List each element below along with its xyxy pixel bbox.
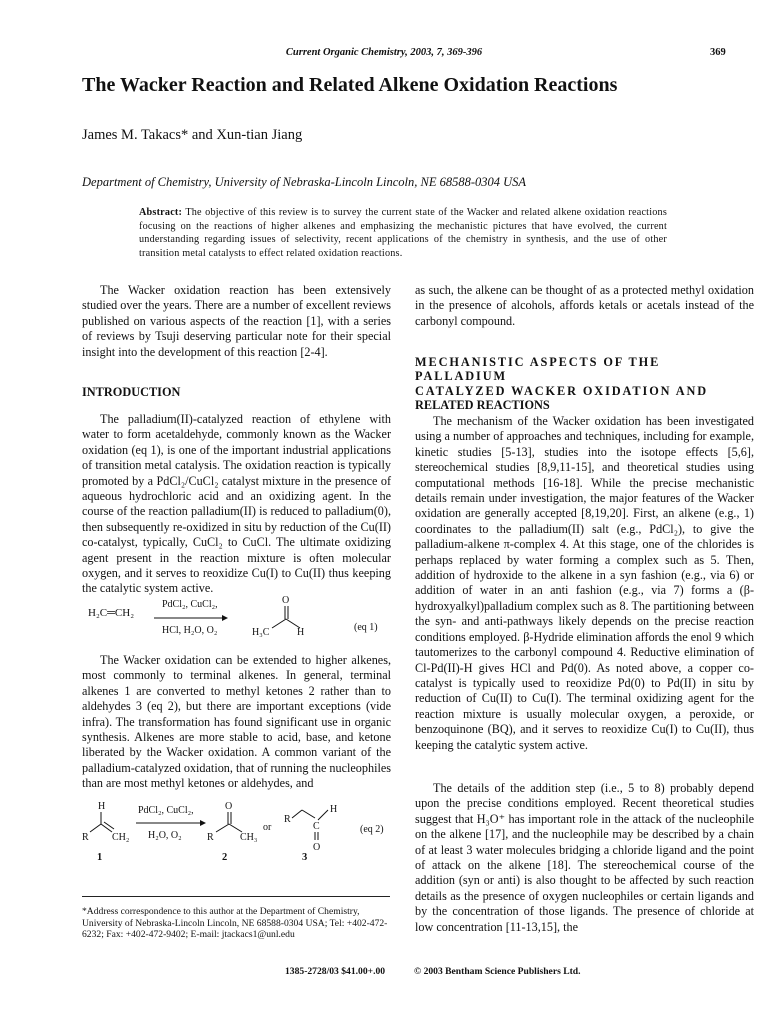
eq2-ch2-label: CH₂ <box>112 832 130 843</box>
mechanism-heading-line-2: CATALYZED WACKER OXIDATION AND <box>415 383 709 398</box>
equation-2 <box>82 798 392 864</box>
introduction-heading: INTRODUCTION <box>82 385 181 399</box>
eq2-o-label: O <box>225 801 233 812</box>
eq1-reactant: H₂C═CH₂ <box>88 607 135 619</box>
mechanism-heading <box>415 355 754 413</box>
mechanism-heading-line-1: MECHANISTIC ASPECTS OF THE PALLADIUM <box>415 355 661 384</box>
eq2-or-label: or <box>263 822 272 833</box>
intro-paragraph: The Wacker oxidation reaction has been extensively studied over the years. There are a number of excellent reviews published on various aspects of the reaction [1], with a series of reviews by Tsuji deserving particular note for their special insight into the development of this reaction [2-4]. <box>82 283 391 359</box>
page-number: 369 <box>710 47 726 58</box>
abstract-text: The objective of this review is to survey the current state of the Wacker and related alkene oxidation reactions focusing on the reactions of higher alkenes and emphasizing the mechanistic pictures that have evolved, the current understanding regarding issues of selectivity, recent applications of the chemistry in synthesis, and the use of other transition metal catalysts to effect related oxidation reactions. <box>139 207 667 259</box>
right-top-text: as such, the alkene can be thought of as a protected methyl oxidation in the presence of alcohols, affords ketals or acetals instead of the carbonyl compound. <box>415 283 754 328</box>
eq2-h-label: H <box>98 801 106 812</box>
copyright: © 2003 Bentham Science Publishers Ltd. <box>414 966 581 977</box>
mechanism-paragraph-1: The mechanism of the Wacker oxidation has been investigated using a number of approaches and techniques, including for example, kinetic studies [5-13], studies into the isotope effects [5,6], stereochemical studies [8,9,11-15], and theoretical studies using computational methods [16-18]. While the precise mechanistic details remain under investigation, the major features of the Wacker oxidation are generally accepted [8,19,20]. First, an alkene (e.g., 1) coordinates to the palladium(II) salt (e.g., PdCl₂), to give the palladium-alkene π-complex 4. At this stage, one of the chlorides is perhaps replaced by water forming a complex such as 5. Then, addition of hydroxide to the alkene in a syn fashion (e.g., via 6) or addition of water in an anti fashion (e.g., via 7) forms a (β-hydroxyalkyl)palladium complex such as 8. The partitioning between the syn- and anti-pathways likely depends on the precise reaction conditions employed. β-Hydride elimination affords the enol 9 which tautomerizes to the carbonyl compound 4. Reductive elimination of Cl-Pd(II)-H gives HCl and Pd(0). As noted above, a copper co-catalyst is typically used to reoxidize Pd(0) to Pd(II) in situ by reduction of Cu(II) to Cu(I). The terminal oxidizing agent for the reaction mixture is usually molecular oxygen, a peroxide, or benzoquinone (BQ), and it serves to reoxidize Cu(I) to Cu(II), thus keeping the catalytic system active. <box>415 414 754 752</box>
eq2-o-label-3: O <box>313 842 321 853</box>
mechanism-paragraph-2: The details of the addition step (i.e., 5 to 8) probably depend upon the precise conditions employed. Recent theoretical studies suggest that H₃O⁺ has important role in the attack of the nucleophile on the alkene [17], and the nucleophile may be described by a chain of at least 3 water molecules bridging a chloride ligand and the point of attack on the alkene [18]. The stereochemical course of the addition (syn or anti) is also thought to be affected by such reaction details as the presence of oxygen nucleophiles or certain ligands and by the concentration of those ligands. The presence of chloride at low concentration [11-13,15], the <box>415 781 754 934</box>
body-paragraph-2: The palladium(II)-catalyzed reaction of ethylene with water to form acetaldehyde, commonly known as the Wacker oxidation (eq 1), is one of the important industrial applications of transition metal catalysis. The oxidation reaction is typically promoted by a PdCl₂/CuCl₂ catalyst mixture in the presence of aqueous hydrochloric acid and an oxidizing agent. In the course of the reaction palladium(II) is reduced to palladium(0), then subsequently re-oxidized in situ by reduction of the Cu(II) co-catalyst, typically, CuCl₂ to CuCl. The ultimate oxidizing agent present in the reaction mixture is often molecular oxygen, and it serves to reoxidize Cu(I) to Cu(II) thus keeping the catalytic system active. <box>82 412 391 596</box>
abstract <box>139 206 667 260</box>
eq1-reagents-bottom: HCl, H₂O, O₂ <box>162 625 218 636</box>
eq2-c-label: C <box>313 821 320 832</box>
eq2-h-label-3: H <box>330 804 338 815</box>
correspondence-footnote: *Address correspondence to this author at the Department of Chemistry, University of Nebraska-Lincoln Lincoln, NE 68588-0304 USA; Tel: +402-472-6232; Fax: +402-472-9402; E-mail: jtackacs1@unl.edu <box>82 906 388 941</box>
compound-2-label: 2 <box>222 852 228 863</box>
issn-price: 1385-2728/03 $41.00+.00 <box>285 966 386 977</box>
mechanism-heading-line-3: RELATED REACTIONS <box>415 398 550 413</box>
eq2-ch3-label: CH₃ <box>240 832 258 843</box>
eq1-h-label: H <box>297 627 305 638</box>
affiliation: Department of Chemistry, University of Nebraska-Lincoln Lincoln, NE 68588-0304 USA <box>82 175 527 189</box>
eq2-label: (eq 2) <box>360 824 384 835</box>
article-title: The Wacker Reaction and Related Alkene Oxidation Reactions <box>82 74 618 96</box>
eq1-label: (eq 1) <box>354 622 378 633</box>
eq1-reagents-top: PdCl₂, CuCl₂, <box>162 599 218 610</box>
footnote-rule <box>82 896 390 897</box>
eq1-o-label: O <box>282 595 290 606</box>
compound-3-label: 3 <box>302 852 308 863</box>
body-paragraph-3: The Wacker oxidation can be extended to higher alkenes, most commonly to terminal alkenes. In general, terminal alkenes 1 are converted to methyl ketones 2 rather than to aldehydes 3 (eq 2), but there are important exceptions (vide infra). The transformation has found significant use in organic synthesis. Alkenes are more stable to acid, base, and ketone liberated by the Wacker oxidation. A common variant of the palladium-catalyzed oxidation, that of running the nucleophiles than are most methyl ketones or aldehydes, and <box>82 653 391 791</box>
eq2-r-label-2: R <box>207 832 214 843</box>
eq1-h3c-label: H₃C <box>252 627 270 638</box>
abstract-label: Abstract: <box>139 207 183 218</box>
authors: James M. Takacs* and Xun-tian Jiang <box>82 127 303 143</box>
eq2-r-label-3: R <box>284 814 291 825</box>
eq2-r-label-1: R <box>82 832 89 843</box>
compound-1-label: 1 <box>97 852 103 863</box>
running-head: Current Organic Chemistry, 2003, 7, 369-396 <box>285 47 483 58</box>
eq2-reagents-top: PdCl₂, CuCl₂, <box>138 805 194 816</box>
equation-1 <box>82 592 392 640</box>
eq2-reagents-bottom: H₂O, O₂ <box>148 830 182 841</box>
